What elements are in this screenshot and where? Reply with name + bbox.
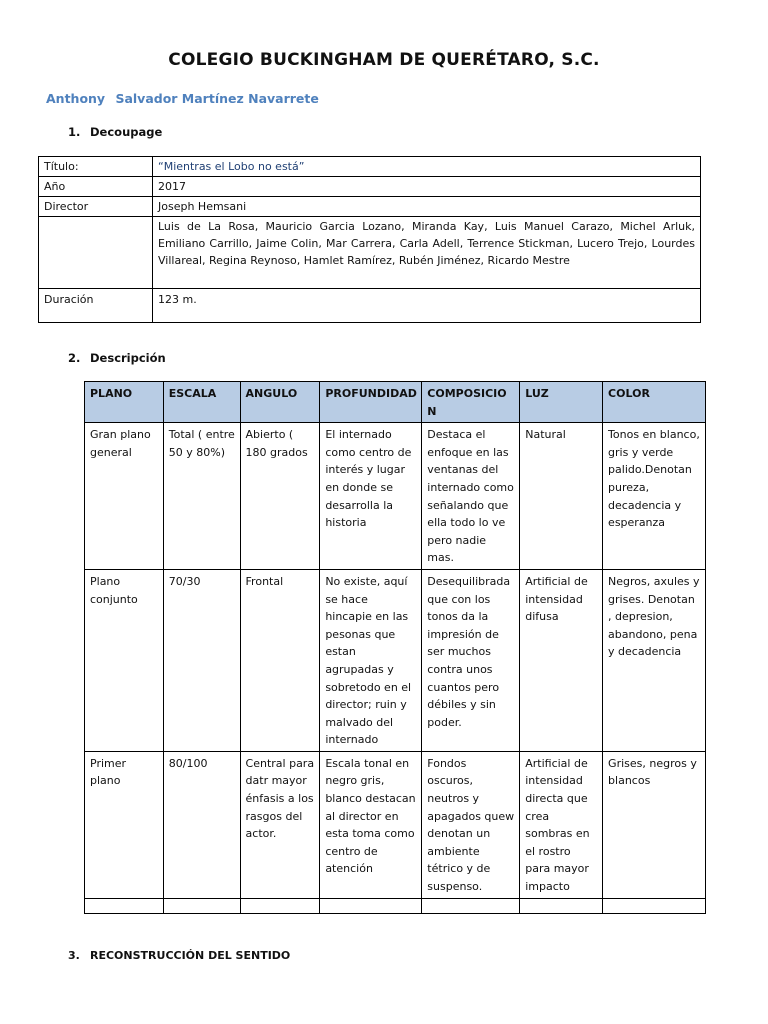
table-row bbox=[85, 751, 706, 898]
row-label-year: Año bbox=[39, 177, 153, 197]
description-table bbox=[84, 381, 706, 914]
empty-cell bbox=[603, 898, 706, 913]
table-row bbox=[39, 157, 701, 177]
row-label-cast bbox=[39, 217, 153, 289]
column-header-color: COLOR bbox=[603, 382, 706, 423]
column-header-plano: PLANO bbox=[85, 382, 164, 423]
cell-escala: 80/100 bbox=[163, 751, 240, 898]
empty-cell bbox=[320, 898, 422, 913]
cell-luz: Artificial de intensidad difusa bbox=[520, 569, 603, 751]
section-title: Decoupage bbox=[90, 125, 163, 139]
table-row bbox=[39, 289, 701, 323]
cell-angulo: Central para datr mayor énfasis a los rasgos del actor. bbox=[240, 751, 320, 898]
cell-profundidad: El internado como centro de interés y lugar en donde se desarrolla la historia bbox=[320, 423, 422, 570]
empty-cell bbox=[163, 898, 240, 913]
column-header-angulo: ANGULO bbox=[240, 382, 320, 423]
column-header-composicion: COMPOSICIO N bbox=[422, 382, 520, 423]
empty-cell bbox=[240, 898, 320, 913]
cell-composicion: Desequilibrada que con los tonos da la impresión de ser muchos contra unos cuantos pero débiles y sin poder. bbox=[422, 569, 520, 751]
row-label-duration: Duración bbox=[39, 289, 153, 323]
section-title: Descripción bbox=[90, 351, 166, 365]
cell-profundidad: No existe, aquí se hace hincapie en las pesonas que estan agrupadas y sobretodo en el director; ruin y malvado del internado bbox=[320, 569, 422, 751]
table-row bbox=[39, 197, 701, 217]
cell-luz: Artificial de intensidad directa que crea sombras en el rostro para mayor impacto bbox=[520, 751, 603, 898]
column-header-escala: ESCALA bbox=[163, 382, 240, 423]
section-number: 3. bbox=[68, 949, 80, 962]
table-row bbox=[85, 569, 706, 751]
empty-cell bbox=[85, 898, 164, 913]
table-row-empty bbox=[85, 898, 706, 913]
cell-color: Negros, axules y grises. Denotan , depresion, abandono, pena y decadencia bbox=[603, 569, 706, 751]
column-header-profundidad: PROFUNDIDAD bbox=[320, 382, 422, 423]
row-label-title: Título: bbox=[39, 157, 153, 177]
section-number: 2. bbox=[68, 351, 81, 365]
row-label-director: Director bbox=[39, 197, 153, 217]
decoupage-table bbox=[38, 156, 701, 323]
cell-color: Tonos en blanco, gris y verde palido.Denotan pureza, decadencia y esperanza bbox=[603, 423, 706, 570]
section-heading-descripcion bbox=[68, 351, 166, 365]
cell-plano: Gran plano general bbox=[85, 423, 164, 570]
empty-cell bbox=[520, 898, 603, 913]
cell-luz: Natural bbox=[520, 423, 603, 570]
film-year: 2017 bbox=[153, 177, 701, 197]
cell-angulo: Frontal bbox=[240, 569, 320, 751]
cell-color: Grises, negros y blancos bbox=[603, 751, 706, 898]
page-title: COLEGIO BUCKINGHAM DE QUERÉTARO, S.C. bbox=[168, 50, 600, 70]
table-row bbox=[39, 217, 701, 289]
cell-angulo: Abierto ( 180 grados bbox=[240, 423, 320, 570]
film-duration: 123 m. bbox=[153, 289, 701, 323]
column-header-luz: LUZ bbox=[520, 382, 603, 423]
cell-escala: Total ( entre 50 y 80%) bbox=[163, 423, 240, 570]
cell-escala: 70/30 bbox=[163, 569, 240, 751]
table-row bbox=[39, 177, 701, 197]
section-heading-reconstruccion bbox=[68, 949, 290, 962]
author-first-name: Anthony bbox=[46, 91, 106, 106]
table-header-row bbox=[85, 382, 706, 423]
film-cast: Luis de La Rosa, Mauricio Garcia Lozano, Miranda Kay, Luis Manuel Carazo, Michel Arluk, Emiliano Carrillo, Jaime Colin, Mar Carrera, Carla Adell, Terrence Stickman, Lucero Trejo, Lourdes Villareal, Regina Reynoso, Hamlet Ramírez, Rubén Jiménez, Ricardo Mestre bbox=[153, 217, 701, 289]
film-title: “Mientras el Lobo no está” bbox=[153, 157, 701, 177]
cell-plano: Primer plano bbox=[85, 751, 164, 898]
cell-composicion: Fondos oscuros, neutros y apagados quew denotan un ambiente tétrico y de suspenso. bbox=[422, 751, 520, 898]
cell-plano: Plano conjunto bbox=[85, 569, 164, 751]
empty-cell bbox=[422, 898, 520, 913]
table-row bbox=[85, 423, 706, 570]
section-heading-decoupage bbox=[68, 125, 162, 139]
section-title: RECONSTRUCCIÓN DEL SENTIDO bbox=[90, 949, 291, 962]
author-last-names: Salvador Martínez Navarrete bbox=[115, 91, 319, 106]
film-director: Joseph Hemsani bbox=[153, 197, 701, 217]
author-name bbox=[46, 91, 319, 106]
cell-profundidad: Escala tonal en negro gris, blanco destacan al director en esta toma como centro de atención bbox=[320, 751, 422, 898]
cell-composicion: Destaca el enfoque en las ventanas del internado como señalando que ella todo lo ve pero nadie mas. bbox=[422, 423, 520, 570]
section-number: 1. bbox=[68, 125, 81, 139]
